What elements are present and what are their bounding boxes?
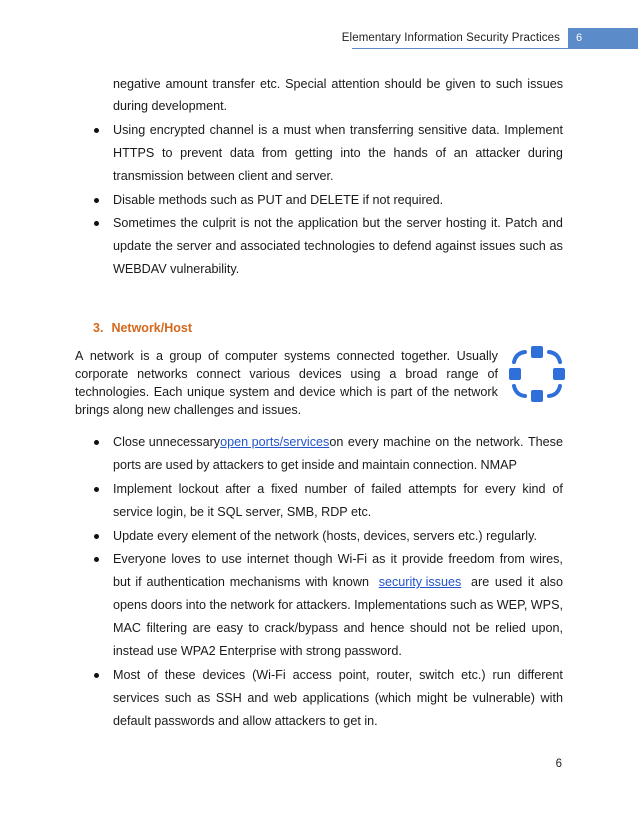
bullet-dot [94,221,99,226]
word: systems [283,349,331,363]
word: of [354,482,365,496]
word: not [452,621,471,635]
word: should [384,77,422,91]
word: Sometimes [113,216,176,230]
bullet-dot [94,198,99,203]
intro-line [75,382,498,402]
word: transfer [212,77,256,91]
word: failed [371,482,402,496]
intro-line [75,364,498,384]
word: crack/bypass [264,621,339,635]
bullet-text-line [113,143,563,163]
word: of [208,349,219,363]
word: together. [401,349,451,363]
header-rule [352,48,638,49]
word: lockout [178,482,219,496]
section-number: 3. [93,321,104,335]
word: such [164,691,192,705]
word: Patch [505,216,538,230]
word: of [416,385,428,399]
word: Implementations [354,598,447,612]
bullet-text-line: default passwords and allow attackers to get in. [113,714,378,728]
word: group [169,349,202,363]
word: to [267,458,278,472]
word: network [230,598,275,612]
word: attackers [212,458,264,472]
word: during [527,146,563,160]
word: from [262,146,288,160]
word: the [384,216,402,230]
word: and [541,216,563,230]
paragraph-line [113,74,563,94]
word: for [463,482,479,496]
word: Implement [504,123,563,137]
bullet-dot [94,673,99,678]
word: with [305,575,328,589]
word: a [389,367,397,381]
word: into [340,146,361,160]
word: web [273,691,298,705]
word: doors [150,598,183,612]
word: it [527,575,535,589]
word: the [155,239,173,253]
word: are [471,575,490,589]
bullet-text-line [113,236,563,256]
word: as [372,552,386,566]
word: maintain [362,458,410,472]
bullet-dot [94,487,99,492]
word: server [176,239,212,253]
word: as [549,239,563,253]
word: various [249,367,290,381]
word: to [248,621,259,635]
word: is [240,216,250,230]
bullet-text-segment [471,572,563,592]
bullet-text-line [113,455,517,475]
word: if [135,575,142,589]
word: access [292,668,332,682]
word: unique [186,385,225,399]
word: broad [405,367,438,381]
word: by [196,458,210,472]
word: not [253,216,272,230]
word: known [332,575,369,589]
word: amount [165,77,208,91]
word: part [390,385,413,399]
word: update [113,239,152,253]
word: internet [246,552,289,566]
word: every [484,482,516,496]
bullet-text-line [113,120,563,140]
word: channel [209,123,254,137]
bullet-dot [94,440,99,445]
bullet-dot [94,557,99,562]
word: defend [392,239,432,253]
word: range [446,367,479,381]
bullet-dot [94,534,99,539]
word: from [499,552,525,566]
word: inside [301,458,335,472]
word: application [297,216,359,230]
word: given [445,77,476,91]
word: getting [294,146,333,160]
word: and [273,385,295,399]
word: Usually [456,349,498,363]
word: such [495,77,523,91]
header-page-badge: 6 [568,28,638,48]
bullet-text-line: service login, be it SQL server, SMB, RDP etc. [113,505,372,519]
word: transferring [349,123,414,137]
word: number [304,482,348,496]
bullet-text-segment [113,572,369,592]
word: and [343,621,365,635]
word: server [406,216,442,230]
word: to [480,77,491,91]
section-title: Network/Host [111,321,193,335]
word: WEP, [496,598,528,612]
bullet-text-line [113,595,563,615]
bullet-text-line: WEBDAV vulnerability. [113,262,240,276]
word: connect [196,367,241,381]
word: Special [285,77,327,91]
word: of [552,482,563,496]
word: Everyone [113,552,167,566]
word: opens [113,598,148,612]
bullet-text-line: Update every element of the network (hosts, devices, servers etc.) regularly. [113,529,537,543]
word: HTTPS [113,146,155,160]
security-issues-link[interactable]: security issues [378,575,462,589]
word: on [435,435,450,449]
word: is [376,385,386,399]
word: used [494,575,523,589]
word: using [350,367,381,381]
word: every [347,435,379,449]
running-header [342,28,638,48]
word: but [362,216,381,230]
word: attacker [475,146,521,160]
bullet-text-segment: Close unnecessary [113,435,221,449]
word: hands [393,146,428,160]
word: SSH [215,691,242,705]
word: switch [419,668,455,682]
word: (Wi-Fi [252,668,286,682]
word: to [161,146,173,160]
bullet-text-line: instead use WPA2 Enterprise with strong password. [113,644,402,658]
word: and [215,239,237,253]
word: hence [370,621,405,635]
word: provide [401,552,444,566]
word: the [180,216,198,230]
word: an [453,146,468,160]
word: authentication [146,575,225,589]
word: Most [113,668,141,682]
word: are [192,621,211,635]
word: a [271,123,279,137]
bullet-text-line [113,688,563,708]
word: corporate [75,367,129,381]
word: also [539,575,563,589]
word: system [229,385,270,399]
word: must [283,123,311,137]
word: etc.) [461,668,486,682]
page-number: 6 [555,758,562,770]
word: Using [113,123,146,137]
word: the [209,598,227,612]
word: after [225,482,251,496]
word: which [340,385,373,399]
word: WPS, [530,598,563,612]
word: are [144,458,163,472]
word: is [258,123,268,137]
bullet-text-segment [329,432,563,452]
word: these [164,668,196,682]
word: of [487,367,498,381]
word: Each [153,385,183,399]
word: used [165,458,193,472]
intro-line [75,346,498,366]
word: culprit [202,216,236,230]
bullet-text-line [113,572,563,592]
word: such [449,598,477,612]
word: different [517,668,563,682]
word: a [155,349,163,363]
word: is [140,349,150,363]
word: negative [113,77,161,91]
word: such [519,239,546,253]
word: Wi-Fi [337,552,368,566]
word: and [337,458,359,472]
word: attention [331,77,380,91]
word: hosting [445,216,487,230]
word: prevent [180,146,223,160]
header-title: Elementary Information Security Practices [341,32,560,44]
word: relied [495,621,526,635]
word: sensitive [418,123,468,137]
section-heading [93,318,192,338]
word: of [147,668,158,682]
word: MAC [113,621,141,635]
word: data. [471,123,500,137]
word: wires, [530,552,563,566]
word: NMAP [480,458,517,472]
word: networks [137,367,188,381]
bullet-text-line [113,549,563,569]
word: and [247,691,269,705]
word: router, [376,668,413,682]
word: be [426,77,441,91]
word: but [113,575,131,589]
word: ports [113,458,141,472]
bullet-text-line: transmission between client and server. [113,169,334,183]
word: to [378,239,390,253]
word: machine [383,435,431,449]
word: etc. [259,77,281,91]
word: the [368,146,386,160]
word: with [540,691,563,705]
word: devices [202,668,246,682]
bullet-text-line: Disable methods such as PUT and DELETE if not required. [113,193,444,207]
word: upon, [531,621,563,635]
bullet-text-line [113,618,563,638]
word: attempts [408,482,457,496]
word: should [409,621,448,635]
word: it [390,552,397,566]
word: Implement [113,482,172,496]
word: run [492,668,511,682]
word: get [280,458,299,472]
word: the [431,385,450,399]
word: devices [298,367,342,381]
bullet-dot [94,128,99,133]
word: attackers. [296,598,351,612]
word: on [329,435,344,449]
word: These [527,435,563,449]
word: a [257,482,265,496]
word: filtering [146,621,188,635]
word: network [89,349,134,363]
word: use [221,552,242,566]
word: connection. [412,458,478,472]
word: easy [216,621,243,635]
word: to [205,552,217,566]
word: (which [374,691,412,705]
word: into [185,598,207,612]
word: A [75,349,84,363]
word: encrypted [149,123,206,137]
word: applications [302,691,370,705]
word: be [453,691,468,705]
word: computer [225,349,278,363]
word: associated [240,239,301,253]
word: data [229,146,255,160]
word: technologies. [75,385,150,399]
word: though [294,552,333,566]
word: point, [338,668,370,682]
word: loves [171,552,201,566]
word: mechanisms [229,575,301,589]
bullet-text-line [113,665,563,685]
word: the [275,216,294,230]
word: network [453,385,498,399]
word: vulnerable) [472,691,535,705]
word: as [480,598,494,612]
word: when [315,123,346,137]
word: issues [527,77,563,91]
bullet-text-line [113,479,563,499]
paragraph-line: during development. [113,99,228,113]
bullet-text-line [113,432,563,452]
word: freedom [448,552,495,566]
word: network. [475,435,524,449]
word: as [196,691,211,705]
word: of [435,146,447,160]
word: issues [479,239,516,253]
word: be [475,621,490,635]
word: fixed [271,482,298,496]
open-ports-services-link[interactable]: open ports/services [220,435,330,449]
bullet-text-line [113,213,563,233]
word: the [453,435,472,449]
intro-line: brings along new challenges and issues. [75,403,302,417]
word: services [113,691,160,705]
word: might [416,691,448,705]
network-nodes-icon [506,344,568,404]
word: for [277,598,293,612]
word: it. [490,216,501,230]
word: against [435,239,476,253]
word: kind [522,482,546,496]
word: device [299,385,336,399]
word: connected [336,349,395,363]
word: technologies [304,239,375,253]
